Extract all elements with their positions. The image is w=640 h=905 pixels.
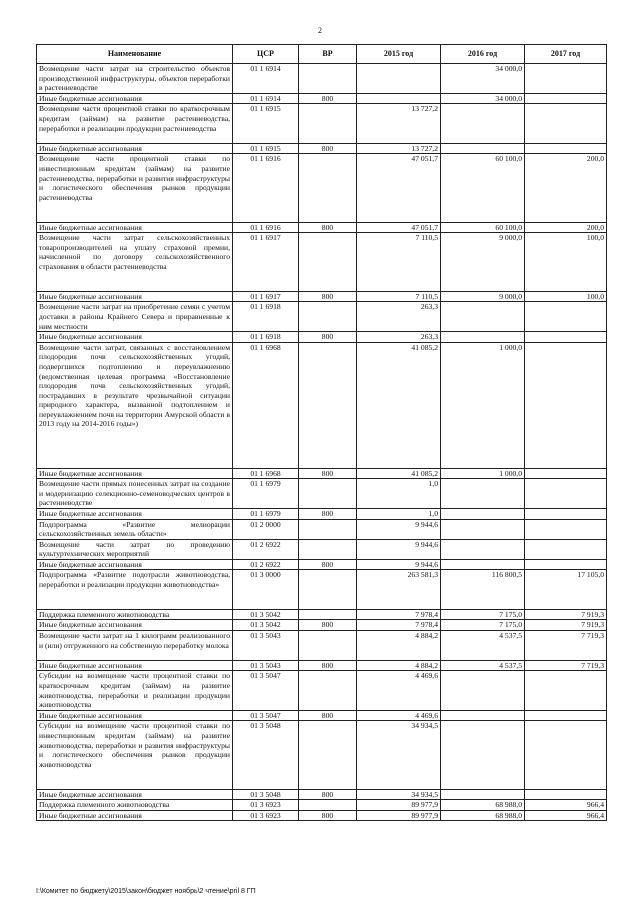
row-2016-cell: 1 000,0 (441, 468, 525, 479)
row-vr-cell: 800 (299, 620, 357, 631)
row-csr-cell: 01 1 6916 (233, 222, 299, 233)
row-2015-cell: 1,0 (357, 479, 441, 509)
table-row (37, 620, 607, 631)
row-2017-cell: 200,0 (525, 222, 607, 233)
row-name-cell: Возмещение части затрат на приобретение семян с учетом доставки в районы Крайнего Севера и приравненные к ним местности (37, 302, 233, 332)
row-2015-cell: 4 469,6 (357, 710, 441, 721)
row-2016-cell: 34 000,0 (441, 93, 525, 104)
table-row (37, 104, 607, 143)
row-vr-cell: 800 (299, 810, 357, 821)
row-2015-cell: 4 884,2 (357, 660, 441, 671)
row-csr-cell: 01 2 0000 (233, 519, 299, 539)
row-csr-cell: 01 3 5047 (233, 671, 299, 710)
table-row (37, 479, 607, 509)
row-csr-cell: 01 3 0000 (233, 570, 299, 609)
row-2017-cell (525, 332, 607, 343)
row-2016-cell: 60 100,0 (441, 222, 525, 233)
row-2015-cell: 263,3 (357, 332, 441, 343)
row-name-cell: Иные бюджетные ассигнования (37, 222, 233, 233)
row-2016-cell: 9 000,0 (441, 233, 525, 292)
budget-table (36, 44, 607, 821)
row-2015-cell: 4 469,6 (357, 671, 441, 710)
row-vr-cell (299, 479, 357, 509)
row-vr-cell (299, 154, 357, 222)
row-csr-cell: 01 1 6915 (233, 143, 299, 154)
row-2015-cell: 13 727,2 (357, 143, 441, 154)
row-csr-cell: 01 3 5042 (233, 620, 299, 631)
row-2015-cell: 263 581,3 (357, 570, 441, 609)
row-csr-cell: 01 1 6916 (233, 154, 299, 222)
row-2015-cell: 1,0 (357, 508, 441, 519)
table-row (37, 64, 607, 94)
row-vr-cell (299, 671, 357, 710)
row-2015-cell: 7 110,5 (357, 291, 441, 302)
table-row (37, 302, 607, 332)
table-row (37, 154, 607, 222)
row-2017-cell (525, 104, 607, 143)
table-row (37, 519, 607, 539)
row-2017-cell: 7 719,3 (525, 631, 607, 661)
row-name-cell: Иные бюджетные ассигнования (37, 810, 233, 821)
header-2016: 2016 год (441, 45, 525, 64)
row-2015-cell: 34 934,5 (357, 789, 441, 800)
table-row (37, 810, 607, 821)
row-vr-cell (299, 302, 357, 332)
row-name-cell: Поддержка племенного животноводства (37, 800, 233, 811)
row-2016-cell: 68 988,0 (441, 810, 525, 821)
table-body (37, 64, 607, 821)
row-2017-cell: 17 105,0 (525, 570, 607, 609)
row-name-cell: Иные бюджетные ассигнования (37, 93, 233, 104)
row-csr-cell: 01 3 6923 (233, 800, 299, 811)
row-2015-cell: 7 978,4 (357, 620, 441, 631)
row-2017-cell (525, 559, 607, 570)
table-row (37, 291, 607, 302)
row-vr-cell (299, 233, 357, 292)
row-2016-cell: 4 537,5 (441, 631, 525, 661)
row-vr-cell (299, 570, 357, 609)
row-vr-cell: 800 (299, 468, 357, 479)
row-2017-cell (525, 508, 607, 519)
row-csr-cell: 01 1 6917 (233, 233, 299, 292)
row-vr-cell: 800 (299, 222, 357, 233)
row-2017-cell: 100,0 (525, 233, 607, 292)
row-2016-cell (441, 710, 525, 721)
row-2015-cell: 9 944,6 (357, 559, 441, 570)
row-2017-cell: 966,4 (525, 800, 607, 811)
table-row (37, 671, 607, 710)
row-vr-cell: 800 (299, 660, 357, 671)
row-name-cell: Возмещение части затрат, связанных с восстановлением плодородия почв сельскохозяйственных угодий, подвергшихся подтоплению и переувлажнению (ведомственная целевая программа «Восстановление плодородия почв сельскохозяйственных угодий, пострадавших в результате чрезвычайной ситуации природного характера, вызванной подтоплением и переувлажнением почв на территории Амурской области в 2013 году на 2014-2016 годы») (37, 342, 233, 468)
row-csr-cell: 01 1 6914 (233, 93, 299, 104)
row-name-cell: Возмещение части затрат на строительство объектов производственной инфраструктуры, объектов переработки в растениеводстве (37, 64, 233, 94)
row-name-cell: Возмещение части затрат по проведению культуртехнических мероприятий (37, 539, 233, 559)
row-name-cell: Возмещение части процентной ставки по инвестиционным кредитам (займам) на развитие растениеводства, переработки и развития инфраструктуры и логистического обеспечения рынков продукции растениеводства (37, 154, 233, 222)
row-2015-cell: 9 944,6 (357, 519, 441, 539)
row-2016-cell (441, 559, 525, 570)
row-csr-cell: 01 3 5043 (233, 631, 299, 661)
row-vr-cell (299, 609, 357, 620)
row-2015-cell: 41 085,2 (357, 342, 441, 468)
table-row (37, 660, 607, 671)
header-name: Наименование (37, 45, 233, 64)
row-vr-cell: 800 (299, 93, 357, 104)
row-csr-cell: 01 1 6968 (233, 342, 299, 468)
row-csr-cell: 01 1 6979 (233, 479, 299, 509)
row-2016-cell (441, 789, 525, 800)
row-2016-cell (441, 508, 525, 519)
row-2016-cell (441, 104, 525, 143)
row-csr-cell: 01 3 5043 (233, 660, 299, 671)
row-2015-cell: 9 944,6 (357, 539, 441, 559)
row-vr-cell: 800 (299, 710, 357, 721)
table-row (37, 559, 607, 570)
header-2015: 2015 год (357, 45, 441, 64)
row-vr-cell (299, 64, 357, 94)
row-name-cell: Иные бюджетные ассигнования (37, 291, 233, 302)
row-name-cell: Поддержка племенного животноводства (37, 609, 233, 620)
row-2017-cell (525, 519, 607, 539)
row-2015-cell: 263,3 (357, 302, 441, 332)
row-name-cell: Иные бюджетные ассигнования (37, 789, 233, 800)
table-row (37, 508, 607, 519)
table-row (37, 710, 607, 721)
row-2017-cell: 200,0 (525, 154, 607, 222)
row-2015-cell: 34 934,5 (357, 721, 441, 789)
row-2017-cell (525, 710, 607, 721)
row-2016-cell: 9 000,0 (441, 291, 525, 302)
table-header-row (37, 45, 607, 64)
row-vr-cell: 800 (299, 143, 357, 154)
row-2017-cell (525, 93, 607, 104)
row-vr-cell: 800 (299, 559, 357, 570)
row-2017-cell (525, 64, 607, 94)
row-vr-cell: 800 (299, 789, 357, 800)
row-vr-cell: 800 (299, 291, 357, 302)
row-vr-cell (299, 539, 357, 559)
header-2017: 2017 год (525, 45, 607, 64)
row-2016-cell: 116 800,5 (441, 570, 525, 609)
row-csr-cell: 01 1 6918 (233, 302, 299, 332)
table-row (37, 143, 607, 154)
row-2016-cell: 7 175,0 (441, 620, 525, 631)
table-row (37, 468, 607, 479)
table-row (37, 539, 607, 559)
row-vr-cell (299, 631, 357, 661)
row-2017-cell (525, 479, 607, 509)
row-2017-cell (525, 143, 607, 154)
row-name-cell: Иные бюджетные ассигнования (37, 143, 233, 154)
row-2015-cell: 41 085,2 (357, 468, 441, 479)
row-vr-cell (299, 800, 357, 811)
row-csr-cell: 01 3 5048 (233, 789, 299, 800)
row-2016-cell: 68 988,0 (441, 800, 525, 811)
row-vr-cell: 800 (299, 332, 357, 343)
table-row (37, 800, 607, 811)
row-vr-cell (299, 721, 357, 789)
row-csr-cell: 01 1 6918 (233, 332, 299, 343)
table-row (37, 332, 607, 343)
table-row (37, 342, 607, 468)
row-2015-cell (357, 64, 441, 94)
row-2016-cell (441, 671, 525, 710)
row-vr-cell (299, 342, 357, 468)
row-2016-cell (441, 143, 525, 154)
row-name-cell: Иные бюджетные ассигнования (37, 559, 233, 570)
row-2017-cell (525, 721, 607, 789)
row-2017-cell (525, 671, 607, 710)
row-2016-cell: 1 000,0 (441, 342, 525, 468)
row-csr-cell: 01 1 6979 (233, 508, 299, 519)
row-2017-cell: 100,0 (525, 291, 607, 302)
row-2016-cell: 60 100,0 (441, 154, 525, 222)
table-row (37, 233, 607, 292)
table-row (37, 631, 607, 661)
row-name-cell: Возмещение части прямых понесенных затрат на создание и модернизацию селекционно-семеноводческих центров в растениеводстве (37, 479, 233, 509)
row-name-cell: Подпрограмма «Развитие подотрасли животноводства, переработки и реализации продукции животноводства» (37, 570, 233, 609)
row-name-cell: Субсидии на возмещение части процентной ставки по инвестиционным кредитам (займам) на развитие животноводства, переработки и развития инфраструктуры и логистического обеспечения рынков продукции животноводства (37, 721, 233, 789)
row-csr-cell: 01 2 6922 (233, 559, 299, 570)
page-number: 2 (318, 26, 322, 35)
row-2015-cell: 89 977,9 (357, 800, 441, 811)
row-vr-cell (299, 104, 357, 143)
row-2015-cell: 47 051,7 (357, 154, 441, 222)
row-name-cell: Иные бюджетные ассигнования (37, 508, 233, 519)
table-row (37, 609, 607, 620)
row-csr-cell: 01 1 6917 (233, 291, 299, 302)
row-name-cell: Иные бюджетные ассигнования (37, 710, 233, 721)
row-2015-cell (357, 93, 441, 104)
row-csr-cell: 01 1 6968 (233, 468, 299, 479)
row-2016-cell (441, 721, 525, 789)
row-2015-cell: 89 977,9 (357, 810, 441, 821)
row-2016-cell (441, 302, 525, 332)
header-vr: ВР (299, 45, 357, 64)
row-2015-cell: 4 884,2 (357, 631, 441, 661)
row-2016-cell (441, 479, 525, 509)
row-2015-cell: 47 051,7 (357, 222, 441, 233)
table-row (37, 570, 607, 609)
row-2016-cell: 4 537,5 (441, 660, 525, 671)
row-vr-cell (299, 519, 357, 539)
row-vr-cell: 800 (299, 508, 357, 519)
row-name-cell: Иные бюджетные ассигнования (37, 620, 233, 631)
row-csr-cell: 01 3 6923 (233, 810, 299, 821)
row-csr-cell: 01 2 6922 (233, 539, 299, 559)
row-2017-cell: 7 719,3 (525, 660, 607, 671)
row-name-cell: Возмещение части затрат на 1 килограмм реализованного и (или) отгруженного на собственную переработку молока (37, 631, 233, 661)
row-2016-cell (441, 519, 525, 539)
table-row (37, 222, 607, 233)
row-2017-cell (525, 789, 607, 800)
file-path-footer: I:\Комитет по бюджету\2015\закон\бюджет ноябрь\2 чтение\pril 8 ГП (36, 888, 256, 895)
row-2017-cell (525, 342, 607, 468)
row-2017-cell (525, 468, 607, 479)
table-row (37, 93, 607, 104)
table-row (37, 789, 607, 800)
header-csr: ЦСР (233, 45, 299, 64)
row-2017-cell: 7 919,3 (525, 620, 607, 631)
row-2016-cell: 34 000,0 (441, 64, 525, 94)
row-2017-cell (525, 539, 607, 559)
row-2016-cell: 7 175,0 (441, 609, 525, 620)
row-name-cell: Субсидии на возмещение части процентной ставки по краткосрочным кредитам (займам) на развитие животноводства, переработки и реализации продукции животноводства (37, 671, 233, 710)
row-csr-cell: 01 1 6914 (233, 64, 299, 94)
row-csr-cell: 01 3 5047 (233, 710, 299, 721)
row-name-cell: Иные бюджетные ассигнования (37, 660, 233, 671)
table-row (37, 721, 607, 789)
row-2017-cell: 7 919,3 (525, 609, 607, 620)
row-2015-cell: 13 727,2 (357, 104, 441, 143)
row-name-cell: Возмещение части затрат сельскохозяйственных товаропроизводителей на уплату страховой премии, начисленной по договору сельскохозяйственного страхования в области растениеводства (37, 233, 233, 292)
row-2017-cell: 966,4 (525, 810, 607, 821)
row-2015-cell: 7 978,4 (357, 609, 441, 620)
row-2015-cell: 7 110,5 (357, 233, 441, 292)
row-name-cell: Подпрограмма «Развитие мелиорации сельскохозяйственных земель области» (37, 519, 233, 539)
row-csr-cell: 01 1 6915 (233, 104, 299, 143)
row-name-cell: Иные бюджетные ассигнования (37, 468, 233, 479)
row-name-cell: Иные бюджетные ассигнования (37, 332, 233, 343)
row-csr-cell: 01 3 5048 (233, 721, 299, 789)
row-2016-cell (441, 539, 525, 559)
row-2017-cell (525, 302, 607, 332)
row-csr-cell: 01 3 5042 (233, 609, 299, 620)
row-2016-cell (441, 332, 525, 343)
row-name-cell: Возмещение части процентной ставки по краткосрочным кредитам (займам) на развитие растениеводства, переработки и реализации продукции растениеводства (37, 104, 233, 143)
